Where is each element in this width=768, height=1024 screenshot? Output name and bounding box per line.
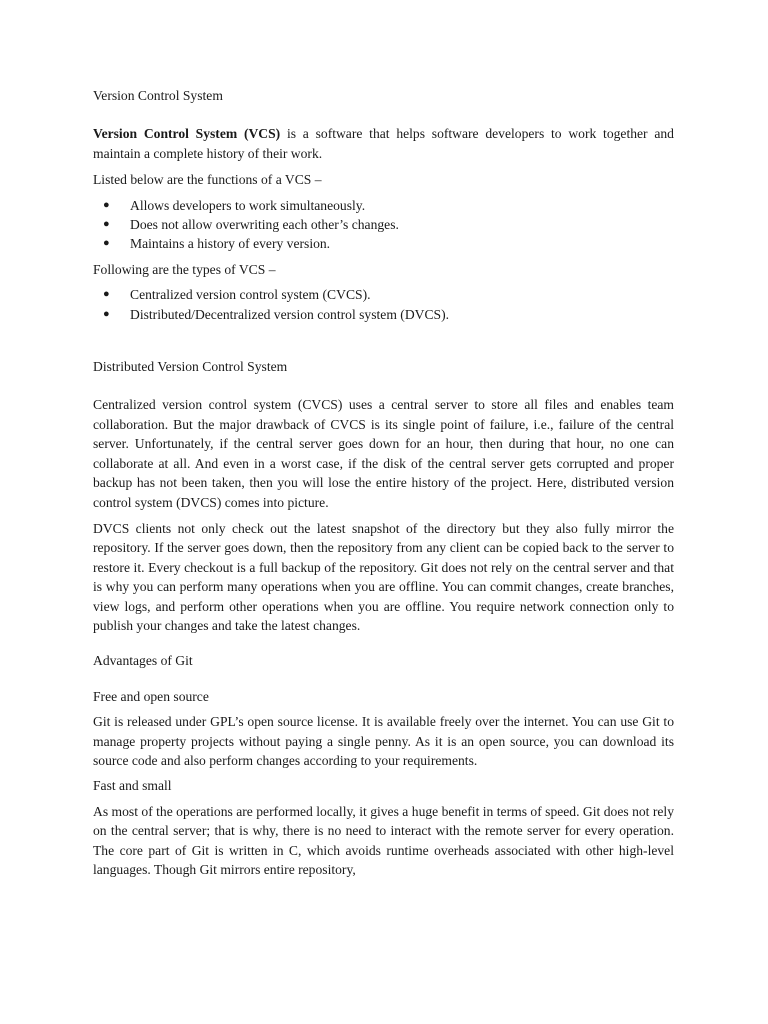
bullet-icon: ● [103, 307, 110, 320]
list-item: ● Distributed/Decentralized version control system (DVCS). [130, 305, 674, 324]
dvcs-paragraph-1: Centralized version control system (CVCS) uses a central server to store all files and enables team collaboration. But the major drawback of CVCS is its single point of failure, i.e., failure of the central server. Unfortunately, if the central server goes down for an hour, then during that hour, no one can collaborate at all. And even in a worst case, if the disk of the central server gets corrupted and proper backup has not been taken, then you will lose the entire history of the project. Here, distributed version control system (DVCS) comes into picture. [93, 397, 674, 510]
functions-heading: Listed below are the functions of a VCS – [93, 172, 322, 188]
list-item: ● Does not allow overwriting each other’s changes. [130, 215, 674, 234]
fast-small-heading: Fast and small [93, 778, 172, 794]
document-page [93, 86, 674, 879]
bullet-icon: ● [103, 237, 110, 250]
free-open-source-heading: Free and open source [93, 688, 209, 704]
dvcs-paragraph-2: DVCS clients not only check out the latest snapshot of the directory but they also fully mirror the repository. If the server goes down, then the repository from any client can be copied back to the server to restore it. Every checkout is a full backup of the repository. Git does not rely on the central server and that is why you can perform many operations when you are offline. You can commit changes, create branches, view logs, and perform other operations when you are offline. You require network connection only to publish your changes and take the latest changes. [93, 520, 674, 633]
list-item: ● Allows developers to work simultaneously. [130, 196, 674, 215]
list-item: ● Centralized version control system (CVCS). [130, 285, 674, 304]
intro-text: is a software that helps software developers to work together and maintain a complete history of their work. [93, 126, 674, 161]
list-item: ● Maintains a history of every version. [130, 234, 674, 253]
types-heading: Following are the types of VCS – [93, 261, 276, 277]
dvcs-heading: Distributed Version Control System [93, 359, 288, 375]
types-list [93, 285, 674, 324]
free-open-source-paragraph: Git is released under GPL’s open source license. It is available freely over the internet. You can use Git to manage property projects without paying a single penny. As it is an open source, you can download its source code and also perform changes according to your requirements. [93, 714, 674, 768]
fast-small-paragraph: As most of the operations are performed locally, it gives a huge benefit in terms of speed. Git does not rely on the central server; that is why, there is no need to interact with the remote server for every operation. The core part of Git is written in C, which avoids runtime overheads associated with other high-level languages. Though Git mirrors entire repository, [93, 803, 674, 877]
bullet-icon: ● [103, 288, 110, 301]
functions-list [93, 196, 674, 254]
intro-paragraph [93, 124, 674, 163]
bullet-icon: ● [103, 218, 110, 231]
intro-term: Version Control System (VCS) [93, 126, 281, 142]
bullet-icon: ● [103, 198, 110, 211]
document-title: Version Control System [93, 88, 223, 103]
advantages-heading: Advantages of Git [93, 653, 193, 669]
